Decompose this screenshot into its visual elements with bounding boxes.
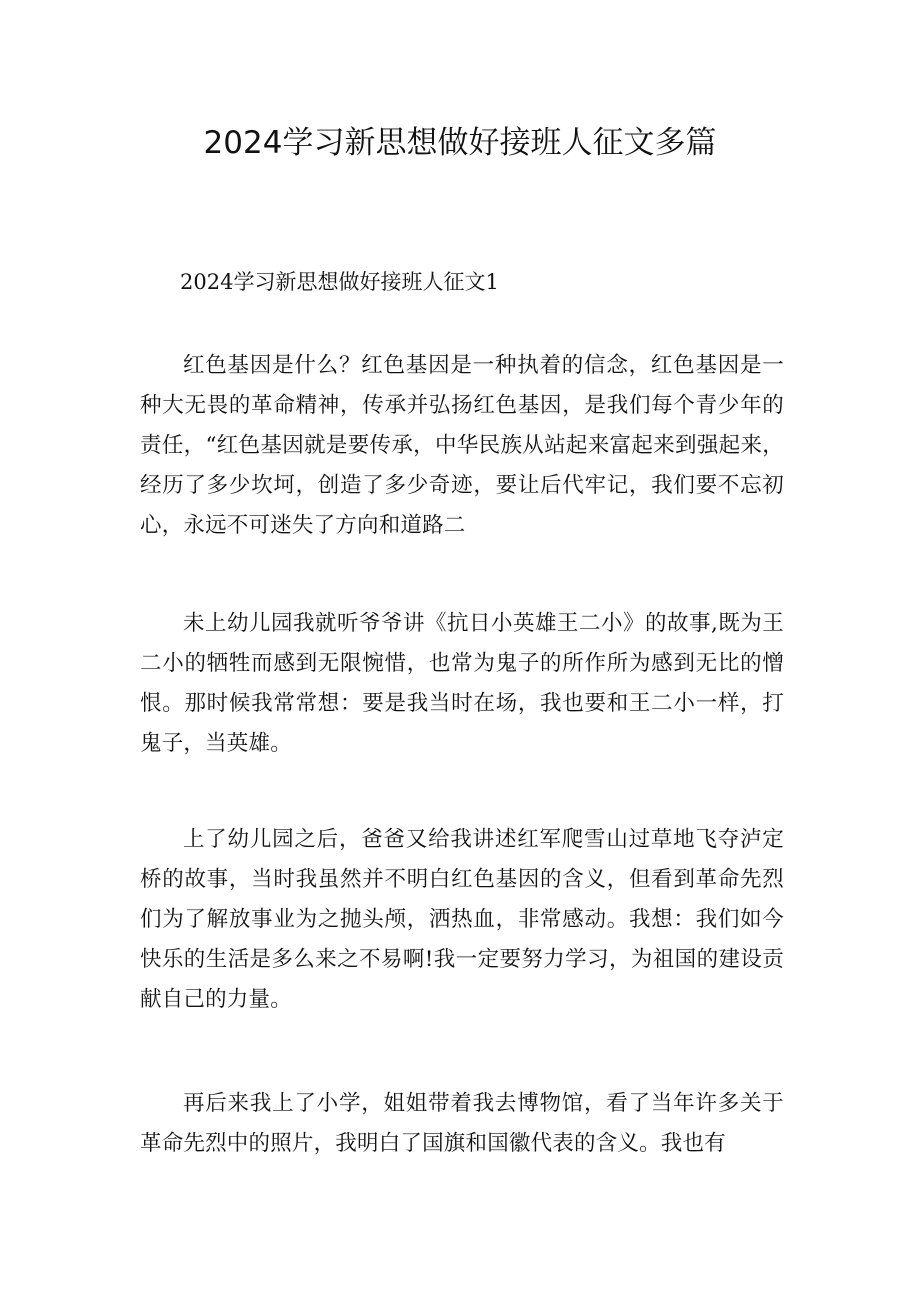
paragraph-1: 红色基因是什么？红色基因是一种执着的信念，红色基因是一种大无畏的革命精神，传承并弘扬红色基因，是我们每个青少年的责任，“红色基因就是要传承，中华民族从站起来富起来到强起来，经历了多少坎坷，创造了多少奇迹，要让后代牢记，我们要不忘初心，永远不可迷失了方向和道路二 bbox=[140, 353, 784, 538]
section-heading: 2024学习新思想做好接班人征文1 bbox=[180, 270, 499, 294]
paragraph-3: 上了幼儿园之后，爸爸又给我讲述红军爬雪山过草地飞夺泸定桥的故事，当时我虽然并不明白红色基因的含义，但看到革命先烈们为了解放事业为之抛头颅，洒热血，非常感动。我想：我们如今快乐的生活是多么来之不易啊!我一定要努力学习，为祖国的建设贡献自己的力量。 bbox=[140, 827, 784, 1012]
paragraph-4: 再后来我上了小学，姐姐带着我去博物馆，看了当年许多关于革命先烈中的照片，我明白了国旗和国徽代表的含义。我也有 bbox=[140, 1091, 784, 1156]
document-title: 2024学习新思想做好接班人征文多篇 bbox=[203, 125, 717, 161]
paragraph-2: 未上幼儿园我就听爷爷讲《抗日小英雄王二小》的故事,既为王二小的牺牲而感到无限惋惜，也常为鬼子的所作所为感到无比的憎恨。那时候我常常想：要是我当时在场，我也要和王二小一样，打鬼子，当英雄。 bbox=[140, 611, 784, 756]
